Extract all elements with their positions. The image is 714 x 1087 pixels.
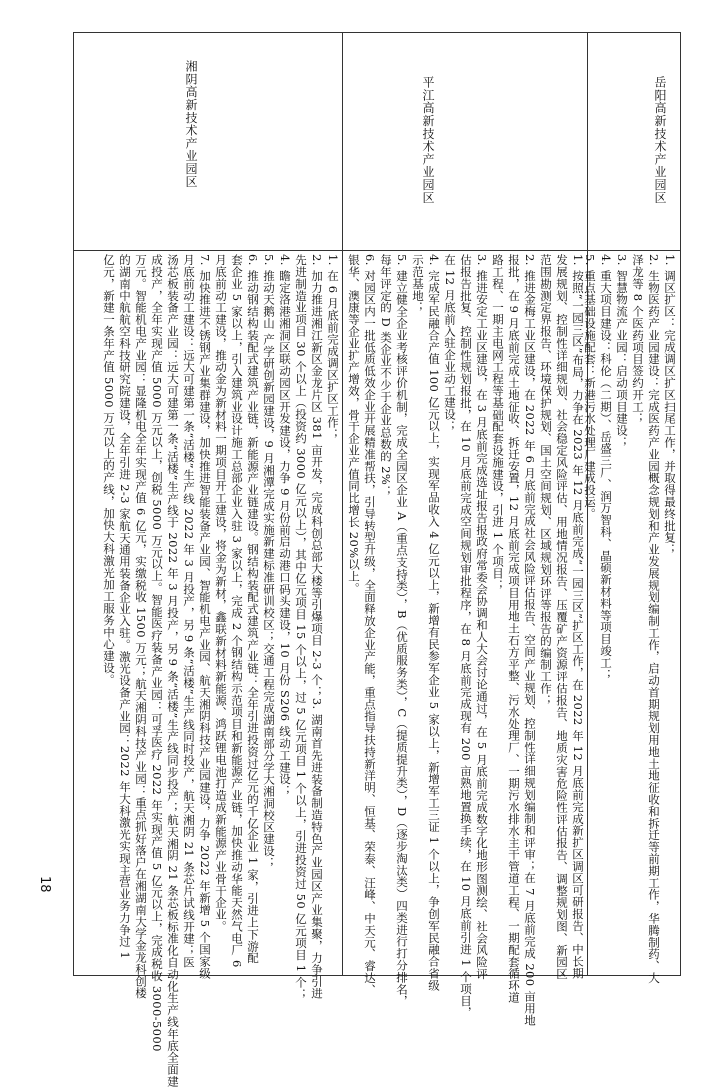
list-item: 汤芯板装备产业园：远大可建第一条“活楼”生产线于 2022 年 3 月投产，另 9 条“活楼”生产线同步投产；航天湘阴 21 条芯板标准化自动化生产线年底全面建 — [166, 254, 180, 1087]
list-item: 发展规划、控制性详细规划、社会稳定风险评估、用地情况报告、压覆矿产资源评估报告、地质灾害危险性评估报告、调整规划图、新园区 — [555, 254, 569, 980]
list-item: 2. 生物医药产业园建设：完成医药产业园概念规划和产业发展规划编制工作，启动首期规划用地土地征收和拆迁等前期工作，华腾制药、大 — [647, 254, 661, 984]
list-item: 在 12 月底前入驻企业动工建设； — [443, 254, 457, 433]
list-item: 1. 按照“一园三区”布局，力争在 2023 年 12 月底前完成“一园三区”扩区工作，在 2022 年 12 月底前完成新扩区调区可研报告、中长期 — [571, 254, 585, 980]
list-item: 2. 推进金梅工业区建设，在 2022 年 6 月底前完成社会风险评估报告、空间产业规划、控制性详细规划编制和评审；在 7 月底前完成 200 亩用地 — [523, 254, 537, 1027]
list-item: 万元。智能机电产业园：显隆机电全年实现产值 6 亿元，实缴税收 1500 万元；航天湘阴科技产业园：重点抓好落户在湘湖南大学金龙科创楼 — [134, 254, 148, 1000]
list-item: 每年评定的 D 类企业不少于企业总数的 2%； — [379, 254, 393, 498]
list-item: 套企业 5 家以上，引入建筑业设计施工总部企业入驻 3 家以上，完成 2 个钢结构示范项目和新能源产业链，加快推动华能天然气电厂 6 — [230, 254, 244, 968]
list-item: 报批，在 9 月底前完成土地征收、拆迁安置，12 月底前完成项目用地土石方平整、污水处理厂、一期污水排水主干管道工程、一期配套循环道 — [507, 254, 521, 1004]
list-item: 路工程、一期主电网工程等基础配套设施建设，引进 1 个项目； — [491, 254, 505, 592]
list-item: 5. 推动天鹅山 产学研创新园建设，9 月湘潭完成实施新建标准研训校区；交通工程完成湖南部分学大湘洞校区建设； — [262, 254, 276, 869]
list-item: 2. 加力推进湘江新区金龙片区 381 亩开发，完成科创总部大楼等引爆项目 2-3 个；3. 湖南首先进装备制造特色产业园区产业集聚，力争引进 — [310, 254, 324, 1000]
park-name-yueyang: 岳阳高新技术产业园区 — [653, 76, 667, 204]
section-items-yueyang — [583, 254, 678, 984]
list-item: 5. 建立健全企业考核评价机制，完成全园区企业 A（重点支持类），B（优质服务类），C（提质提升类），D（逐步淘汰类）四类进行打分排名， — [395, 254, 409, 1008]
list-item: 4. 重大项目建设：科伦（二期）、岳盛三厂、润万智科、晶硕新材料等项目竣工； — [599, 254, 613, 681]
list-item: 5. 重点基础设施配套：新港污水处理厂建成投运。 — [583, 254, 597, 520]
list-item: 银华、澳康等企业扩产增效，骨干企业产值同比增长 20%以上。 — [347, 254, 361, 595]
page-number: 18 — [37, 876, 52, 893]
list-item: 1. 调区扩区：完成调区扩区扫尾工作，并取得最终批复； — [663, 254, 677, 556]
list-item: 7. 加快推进不锈钢产业集群建设，加快推进智能装备产业园、智能机电产业园、航天湘阴科技产业园建设，力争 2022 年新增 5 个国家级 — [198, 254, 212, 980]
list-item: 亿元，新建一条年产值 5000 万元以上的产线，加快大科激光加工服务中心建设。 — [102, 254, 116, 686]
list-item: 估报告批复、控制性规划报批，在 10 月底前完成空间规划审批程序，在 8 月底前完成现有 200 亩熟地置换手续，在 10 月底前引进 1 个项目， — [459, 254, 473, 1019]
list-item: 月底前动工建设：远大可建第一条“活楼”生产线 2022 年 3 月投产，另 9 条“活楼”生产线同时投产，航天湘阴 21 条芯片试线开建；医 — [182, 254, 196, 969]
list-item: 成投产，全年实现产值 5000 万元以上，创税 5000 万元以上。智能医疗装备产业园：可孚医疗 2022 年实现产值 5 亿元以上，完成税收 3000-5000 — [150, 254, 164, 1052]
table-border-top — [73, 32, 681, 33]
list-item: 4. 完成军民融合产值 100 亿元以上，实现军品收入 4 亿元以上，新增有民参军企业 5 家以上，新增军工三证 1 个以上，争创军民融合省级 — [427, 254, 441, 992]
section-items-xiangyin — [74, 254, 341, 1087]
list-item: 示范基地； — [411, 254, 425, 314]
list-item: 泽龙等 8 个医药项目签约开工； — [631, 254, 645, 425]
list-item: 3. 推进安定工业区建设，在 3 月底前完成选址报告报政府常委会协调和人大会讨论通过，在 5 月底前完成数字化地形图测绘、社会风险评 — [475, 254, 489, 980]
list-item: 1. 在 6 月底前完成调区扩区工作； — [326, 254, 340, 441]
list-item: 月底前动工建设，推动金为新材料一期项目开工建设，将金为新材，鑫联新材料新能源、鸿跃锂电池打造成新能源产业骨干企业。 — [214, 254, 228, 933]
park-name-xiangyin: 湘阴高新技术产业园区 — [184, 60, 198, 188]
list-item: 3. 智慧物流产业园：启动项目建设； — [615, 254, 629, 449]
park-name-pingjiang: 平江高新技术产业园区 — [421, 76, 435, 204]
list-item: 6. 推动钢结构装配式建筑产业链，新能源产业链建设。钢结构装配式建筑产业链：全年引进投资过亿元的千亿企业 1 家，引进上下游配 — [246, 254, 260, 964]
list-item: 的湖南中航航空科技研究院建设，全年引进 2-3 家航天通用装备企业入驻。激光设备产业园：2022 年大科激光实现主营业务力争过 1 — [118, 254, 132, 960]
section-items-pingjiang — [343, 254, 586, 1027]
list-item: 范围勘测定界报告、环境保护规划、国土空间规划、区域规划环评等报告的编制工作； — [539, 254, 553, 707]
list-item: 先进制造业项目 30 个以上（投资约 3000 亿元以上），其中亿元项目 15 个以上，过 5 亿元项目 1 个以上，引进投资过 50 亿元项目 1 个； — [294, 254, 308, 1001]
list-item: 6. 对园区内一批低质低效企业开展精准帮扶，引导转型升级，全面释放企业产能，重点指导扶持新洋明、恒基、荣泰、汪峰、中天元、睿达、 — [363, 254, 377, 996]
list-item: 4. 瞻定洛港湘洞区联动园区开发建设，力争 9 月份前启动港口码头建设，10 月份 S206 线动工建设； — [278, 254, 292, 797]
column-divider — [73, 250, 681, 251]
table-border-right — [680, 32, 681, 975]
